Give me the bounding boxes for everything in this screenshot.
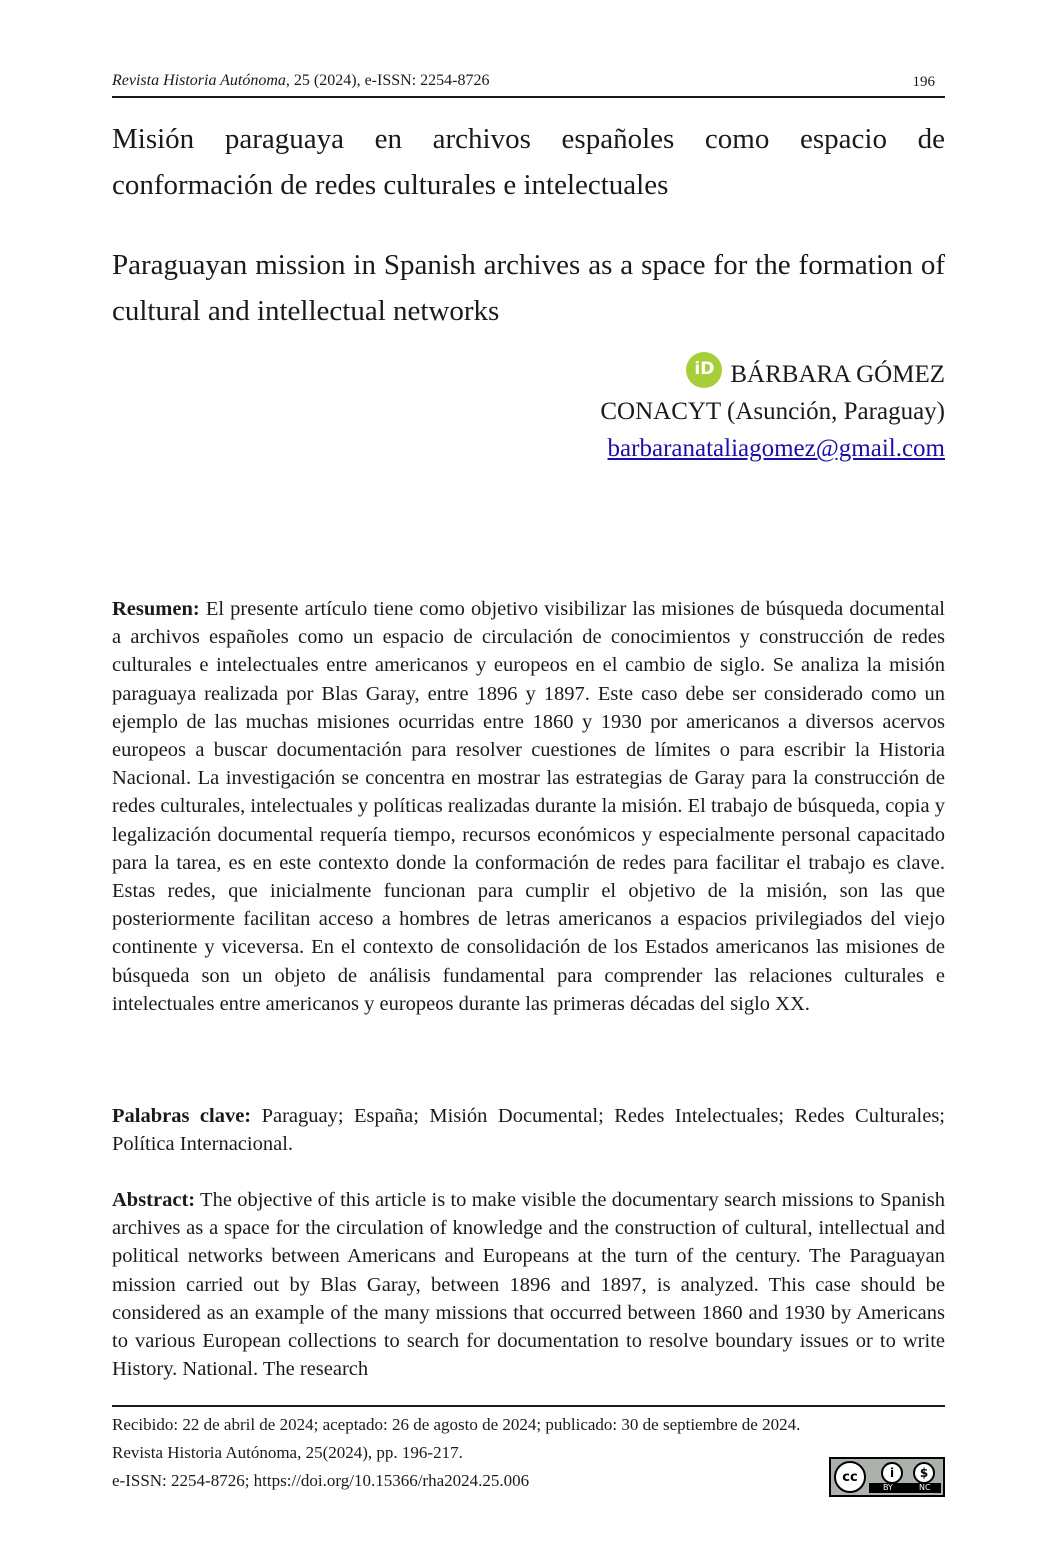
footer-dates: Recibido: 22 de abril de 2024; aceptado: 26 de agosto de 2024; publicado: 30 de septiembre de 2024. [112,1415,801,1434]
resumen-paragraph [112,595,945,1018]
author-email-link[interactable]: barbaranataliagomez@gmail.com [607,435,945,462]
journal-citation [112,72,489,90]
footer-citation: Revista Historia Autónoma, 25(2024), pp. 196-217. [112,1443,463,1462]
title-english: Paraguayan mission in Spanish archives as a space for the formation of cultural and intellectual networks [112,249,945,327]
journal-name: Revista Historia Autónoma [112,72,286,89]
orcid-icon[interactable]: iD [686,352,722,388]
footer [112,1411,800,1495]
page-number: 196 [912,74,935,90]
resumen-text: El presente artículo tiene como objetivo visibilizar las misiones de búsqueda documental a archivos españoles como un espacio de circulación de conocimientos y construcción de redes culturales e intelectuales entre americanos y europeos en el cambio de siglo. Se analiza la misión paraguaya realizada por Blas Garay, entre 1896 y 1897. Este caso debe ser considerado como un ejemplo de las muchas misiones ocurridas entre 1860 y 1930 por americanos a diversos acervos europeos a buscar documentación para resolver cuestiones de límites o para escribir la Historia Nacional. La investigación se concentra en mostrar las estrategias de Garay para la construcción de redes culturales, intelectuales y políticas realizadas durante la misión. El trabajo de búsqueda, copia y legalización documental requería tiempo, recursos económicos y especialmente personal capacitado para la tarea, es en este contexto donde la conformación de redes para facilitar el trabajo es clave. Estas redes, que inicialmente funcionan para cumplir el objetivo de la misión, son las que posteriormente facilitan acceso a hombres de letras americanos a espacios privilegiados del viejo continente y viceversa. En el contexto de consolidación de los Estados americanos las misiones de búsqueda son un objeto de análisis fundamental para comprender las relaciones culturales e intelectuales entre americanos y europeos durante las primeras décadas del siglo XX. [112,598,945,1015]
abstract-paragraph [112,1186,945,1384]
cc-license-badge[interactable] [829,1457,945,1497]
author-name: BÁRBARA GÓMEZ [730,361,945,388]
abstract-label: Abstract: [112,1189,196,1211]
running-header [112,70,945,98]
keywords-text: Paraguay; España; Misión Documental; Redes Intelectuales; Redes Culturales; Política Internacional. [112,1105,945,1156]
keywords-paragraph [112,1102,945,1158]
author-line [600,356,945,393]
footer-doi: e-ISSN: 2254-8726; https://doi.org/10.15366/rha2024.25.006 [112,1471,530,1490]
keywords-label: Palabras clave: [112,1105,252,1127]
license-terms-bar [869,1483,941,1493]
author-block [600,356,945,467]
author-affiliation: CONACYT (Asunción, Paraguay) [600,398,945,425]
noncommercial-icon: $ [913,1462,935,1484]
license-by-label: BY [883,1483,893,1492]
resumen-label: Resumen: [112,598,200,620]
footer-divider [112,1405,945,1407]
abstract-text: The objective of this article is to make visible the documentary search missions to Spanish archives as a space for the circulation of knowledge and the construction of cultural, intellectual and political networks between Americans and Europeans at the turn of the century. The Paraguayan mission carried out by Blas Garay, between 1896 and 1897, is analyzed. This case should be considered as an example of the many missions that occurred between 1860 and 1930 by Americans to various European collections to search for documentation to resolve boundary issues or to write History. National. The research [112,1189,945,1381]
attribution-icon: i [881,1462,903,1484]
title-spanish: Misión paraguaya en archivos españoles como espacio de conformación de redes culturales e intelectuales [112,123,945,201]
cc-icon: cc [834,1461,866,1493]
license-nc-label: NC [919,1483,931,1492]
journal-volume-issn: , 25 (2024), e-ISSN: 2254-8726 [285,72,490,89]
